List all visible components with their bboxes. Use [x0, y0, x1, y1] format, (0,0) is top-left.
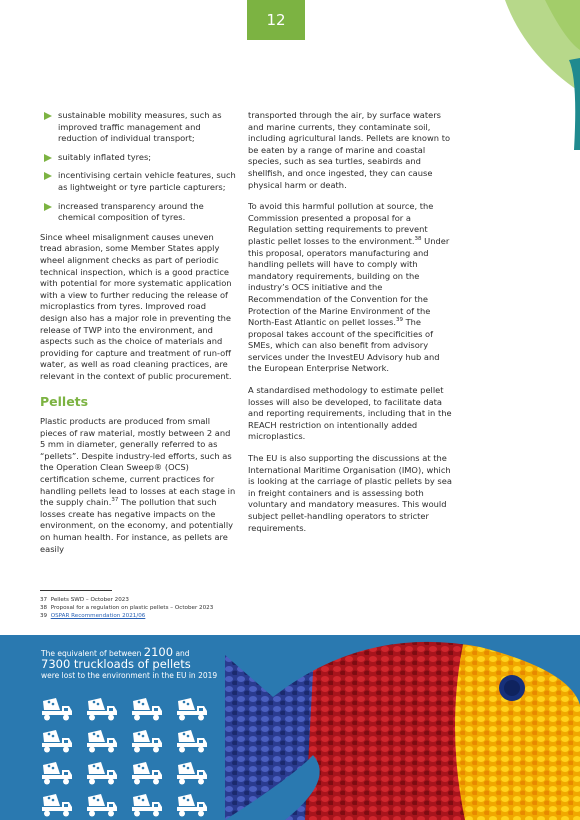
page-number-label: 12 — [266, 11, 286, 29]
bullet-list — [40, 110, 236, 224]
bullet-text: sustainable mobility measures, such as improved traffic management and reduction of individual transport; — [58, 110, 222, 144]
infographic-caption: were lost to the environment in the EU in 2019 — [41, 671, 218, 680]
paragraph-text: The pollution that such losses create has negative impacts on the environment, on the economy, and potentially on human health. For instance, as pellets are easily — [40, 497, 234, 554]
paragraph — [40, 416, 236, 555]
paragraph-text: To avoid this harmful pollution at source, the Commission presented a proposal for a Regulation setting requirements to prevent plastic pellet losses to the environment. — [248, 201, 434, 246]
footnote-ref[interactable]: 37 — [111, 497, 119, 504]
footnote-number: 39 — [40, 613, 48, 619]
dump-truck-icon — [175, 698, 220, 726]
arrow-bullet-icon — [44, 172, 52, 180]
dump-truck-icon — [175, 762, 220, 790]
right-column — [248, 110, 452, 544]
dump-truck-icon — [85, 698, 130, 726]
list-item — [40, 170, 236, 193]
infographic-number: 2100 — [143, 645, 174, 659]
paragraph-text: Plastic products are produced from small pieces of raw material, mostly between 2 and 5 mm in diameter, generally referred to as “pellets”. Despite industry-led efforts, such as the Operation Clean Sweep® (OCS) certification scheme, current practices for handling pellets lead to losses at each stage in the supply chain. — [40, 416, 236, 508]
infographic-text-part: The equivalent of between — [41, 649, 144, 658]
corner-decoration — [470, 0, 580, 150]
footnote-text: Proposal for a regulation on plastic pellets – October 2023 — [50, 605, 214, 611]
arrow-bullet-icon — [44, 154, 52, 162]
paragraph: transported through the air, by surface waters and marine currents, they contaminate soil, including agricultural lands. Pellets are known to be eaten by a range of marine and coastal species, such as sea turtles, seabirds and shellfish, and once ingested, they can cause physical harm or death. — [248, 110, 451, 190]
footnote-ref[interactable]: 38 — [414, 236, 422, 243]
arrow-bullet-icon — [44, 203, 52, 211]
footnote-ref[interactable]: 39 — [395, 317, 403, 324]
paragraph: Since wheel misalignment causes uneven tread abrasion, some Member States apply wheel alignment checks as part of periodic technical inspection, which is a good practice with potential for more systematic application with a view to further reducing the release of microplastics from tyres. Improved road design also has a major role in preventing the release of TWP into the environment, and aspects such as the choice of materials and providing for capture and treatment of run-off water, as well as road cleaning practices, are relevant in the context of public procurement. — [40, 231, 232, 381]
paragraph-text: The proposal takes account of the specificities of SMEs, which can also benefit from advisory services under the InvestEU Advisory hub and the European Enterprise Network. — [248, 317, 440, 374]
arrow-bullet-icon — [44, 112, 52, 120]
dump-truck-icon — [85, 794, 130, 820]
bullet-text: suitably inflated tyres; — [58, 151, 152, 162]
bullet-text: incentivising certain vehicle features, such as lightweight or tyre particle capturers; — [58, 170, 236, 192]
truck-icon-grid — [40, 698, 220, 820]
footnote-divider — [40, 590, 112, 591]
dump-truck-icon — [40, 794, 85, 820]
footnote — [40, 604, 213, 612]
paragraph — [248, 201, 452, 375]
list-item — [40, 110, 236, 145]
footnote — [40, 596, 213, 604]
dump-truck-icon — [40, 762, 85, 790]
section-heading: Pellets — [40, 394, 89, 410]
infographic-text — [41, 647, 217, 681]
infographic-text-part: and — [173, 649, 190, 658]
pellet-fish-illustration — [225, 635, 580, 820]
dump-truck-icon — [40, 730, 85, 758]
footnotes — [40, 596, 213, 620]
left-column — [40, 110, 236, 565]
paragraph: The EU is also supporting the discussions at the International Maritime Organisation (IMO), which is looking at the carriage of plastic pellets by sea in freight containers and is assessing both voluntary and mandatory measures. This would subject pellet-handling operators to stricter requirements. — [248, 453, 452, 533]
footnote-number: 38 — [40, 605, 48, 611]
infographic-box — [0, 635, 580, 820]
footnote — [40, 612, 213, 620]
dump-truck-icon — [85, 730, 130, 758]
dump-truck-icon — [175, 730, 220, 758]
dump-truck-icon — [130, 698, 175, 726]
footnote-text: Pellets SWD – October 2023 — [50, 597, 129, 603]
infographic-headline: 7300 truckloads of pellets — [41, 657, 191, 671]
list-item — [40, 152, 236, 164]
paragraph: A standardised methodology to estimate pellet losses will also be developed, to facilitate data and reporting requirements, including that in the REACH restriction on intentionally added microplastics. — [248, 385, 452, 442]
dump-truck-icon — [175, 794, 220, 820]
page-number — [247, 0, 305, 40]
dump-truck-icon — [85, 762, 130, 790]
paragraph-text: Under this proposal, operators manufacturing and handling pellets will have to comply with mandatory requirements, building on the industry’s OCS initiative and the Recommendation of the Convention for the Protection of the Marine Environment of the North-East Atlantic on pellet losses. — [248, 235, 450, 328]
footnote-link[interactable]: OSPAR Recommendation 2021/06 — [50, 613, 146, 619]
dump-truck-icon — [40, 698, 85, 726]
dump-truck-icon — [130, 730, 175, 758]
list-item — [40, 201, 236, 224]
bullet-text: increased transparency around the chemical composition of tyres. — [58, 200, 204, 223]
dump-truck-icon — [130, 762, 175, 790]
footnote-number: 37 — [40, 597, 48, 603]
dump-truck-icon — [130, 794, 175, 820]
